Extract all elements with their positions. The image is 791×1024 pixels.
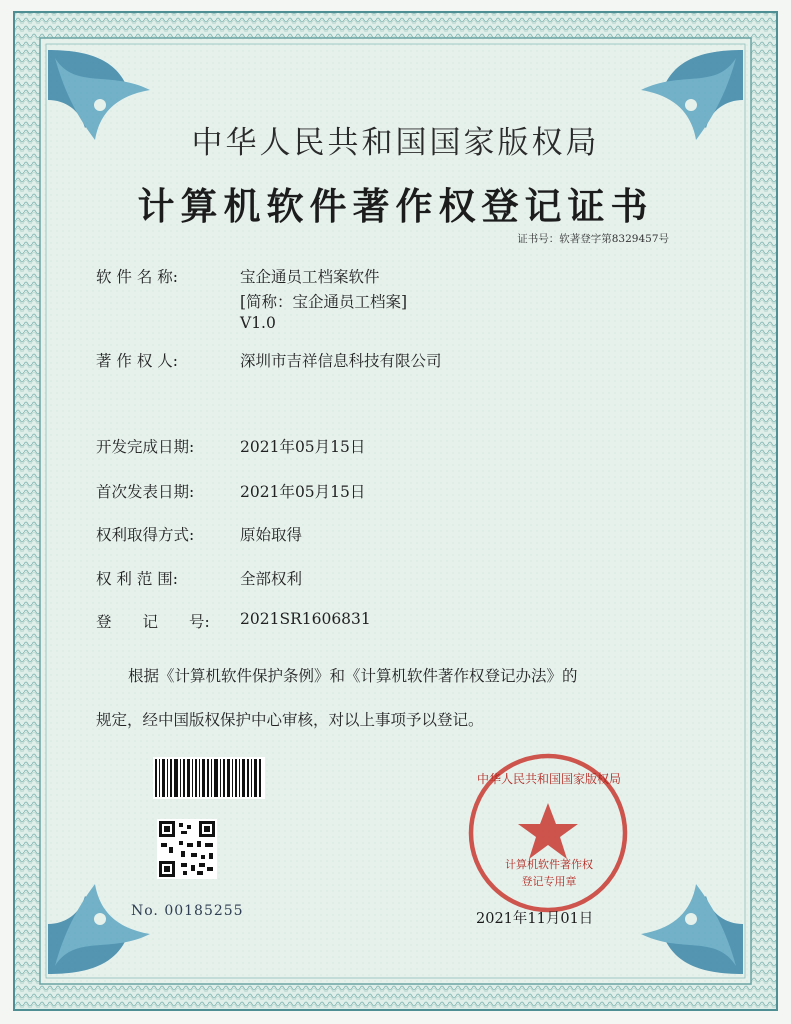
acquisition-method-value: 原始取得	[240, 526, 303, 544]
software-version: V1.0	[240, 314, 276, 332]
copyright-owner-value: 深圳市吉祥信息科技有限公司	[240, 352, 442, 370]
issuer-name: 中华人民共和国国家版权局	[191, 125, 600, 161]
completion-date-value: 2021年05月15日	[240, 438, 366, 456]
certificate-number: 证书号：软著登字第8329457号	[517, 233, 669, 245]
qr-code	[157, 819, 217, 879]
software-short-name: [简称：宝企通员工档案]	[240, 293, 408, 311]
certificate-title: 计算机软件著作权登记证书	[137, 184, 654, 228]
legal-basis-line-2: 规定，经中国版权保护中心审核，对以上事项予以登记。	[96, 711, 484, 729]
publication-date-value: 2021年05月15日	[240, 483, 366, 501]
software-name-label: 软 件 名 称:	[96, 268, 179, 286]
issue-date: 2021年11月01日	[476, 911, 594, 927]
serial-number: No. 00185255	[131, 903, 244, 919]
rights-scope-label: 权 利 范 围:	[96, 570, 179, 588]
legal-basis-line-1: 根据《计算机软件保护条例》和《计算机软件著作权登记办法》的	[128, 667, 578, 685]
publication-date-label: 首次发表日期:	[96, 483, 195, 501]
barcode	[153, 757, 265, 799]
seal-line-1: 计算机软件著作权	[505, 858, 593, 871]
acquisition-method-label: 权利取得方式:	[96, 526, 195, 544]
registration-number-label: 登 记 号:	[96, 613, 210, 631]
rights-scope-value: 全部权利	[240, 570, 303, 588]
software-name-value: 宝企通员工档案软件	[240, 268, 380, 286]
seal-line-2: 登记专用章	[521, 875, 577, 888]
completion-date-label: 开发完成日期:	[96, 438, 195, 456]
seal-ring-text: 中华人民共和国国家版权局	[476, 772, 621, 786]
copyright-owner-label: 著 作 权 人:	[96, 352, 179, 370]
registration-number-value: 2021SR1606831	[240, 610, 371, 628]
